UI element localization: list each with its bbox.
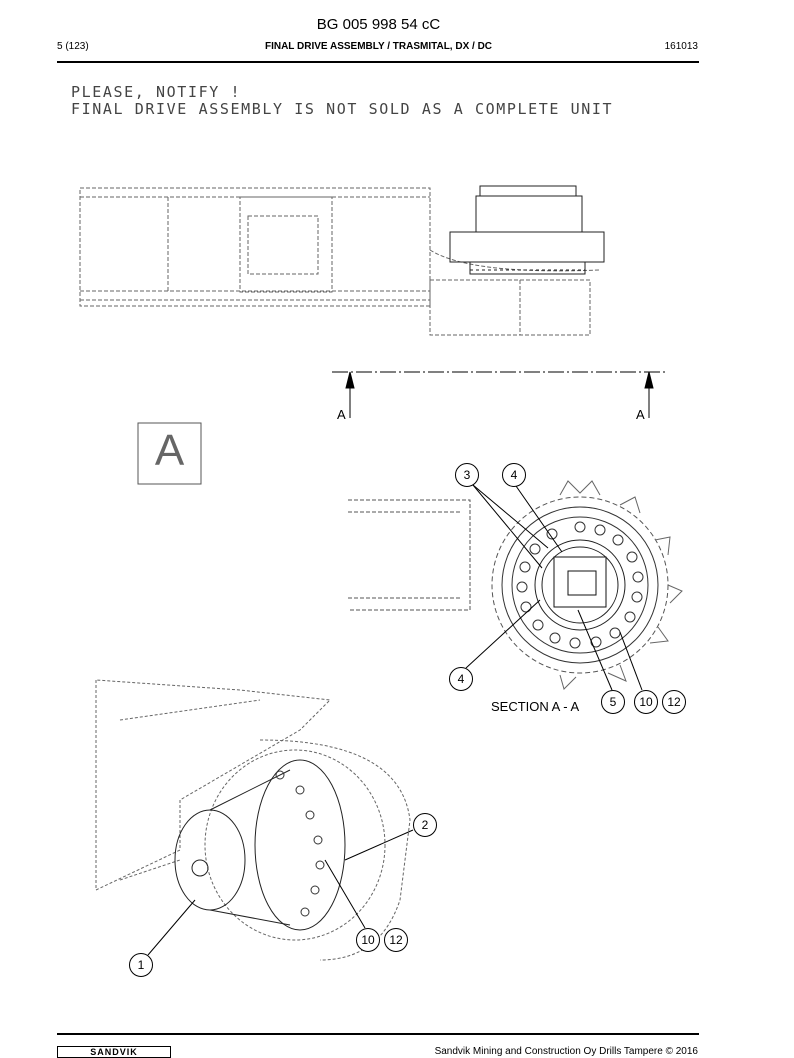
callout-2: 2 xyxy=(413,813,437,837)
document-id: BG 005 998 54 cC xyxy=(316,16,441,33)
callout-10-section: 10 xyxy=(634,690,658,714)
bolt-ring xyxy=(517,522,643,648)
page-title: FINAL DRIVE ASSEMBLY / TRASMITAL, DX / DC xyxy=(264,41,493,52)
callout-12-section: 12 xyxy=(662,690,686,714)
callout-12-iso: 12 xyxy=(384,928,408,952)
callout-4-bottom: 4 xyxy=(449,667,473,691)
section-marker-right: A xyxy=(636,407,645,422)
callout-4-top: 4 xyxy=(502,463,526,487)
footer-rule xyxy=(57,1033,699,1035)
document-date: 161013 xyxy=(664,41,698,52)
view-label: A xyxy=(154,426,185,475)
notice-line-2: FINAL DRIVE ASSEMBLY IS NOT SOLD AS A COMPLETE UNIT xyxy=(71,100,614,118)
section-line xyxy=(332,372,668,418)
side-view-drive xyxy=(450,186,604,274)
callout-10-iso: 10 xyxy=(356,928,380,952)
callout-1: 1 xyxy=(129,953,153,977)
callout-3: 3 xyxy=(455,463,479,487)
section-marker-left: A xyxy=(337,407,346,422)
page-number: 5 (123) xyxy=(57,41,89,52)
section-caption: SECTION A - A xyxy=(491,699,580,714)
sprocket-teeth xyxy=(560,481,682,689)
section-view xyxy=(348,481,682,689)
notice-line-1: PLEASE, NOTIFY ! xyxy=(71,83,242,101)
sandvik-logo: SANDVIK xyxy=(57,1046,171,1058)
copyright: Sandvik Mining and Construction Oy Drills Tampere © 2016 xyxy=(434,1046,698,1057)
iso-drive xyxy=(175,760,345,930)
callout-5: 5 xyxy=(601,690,625,714)
